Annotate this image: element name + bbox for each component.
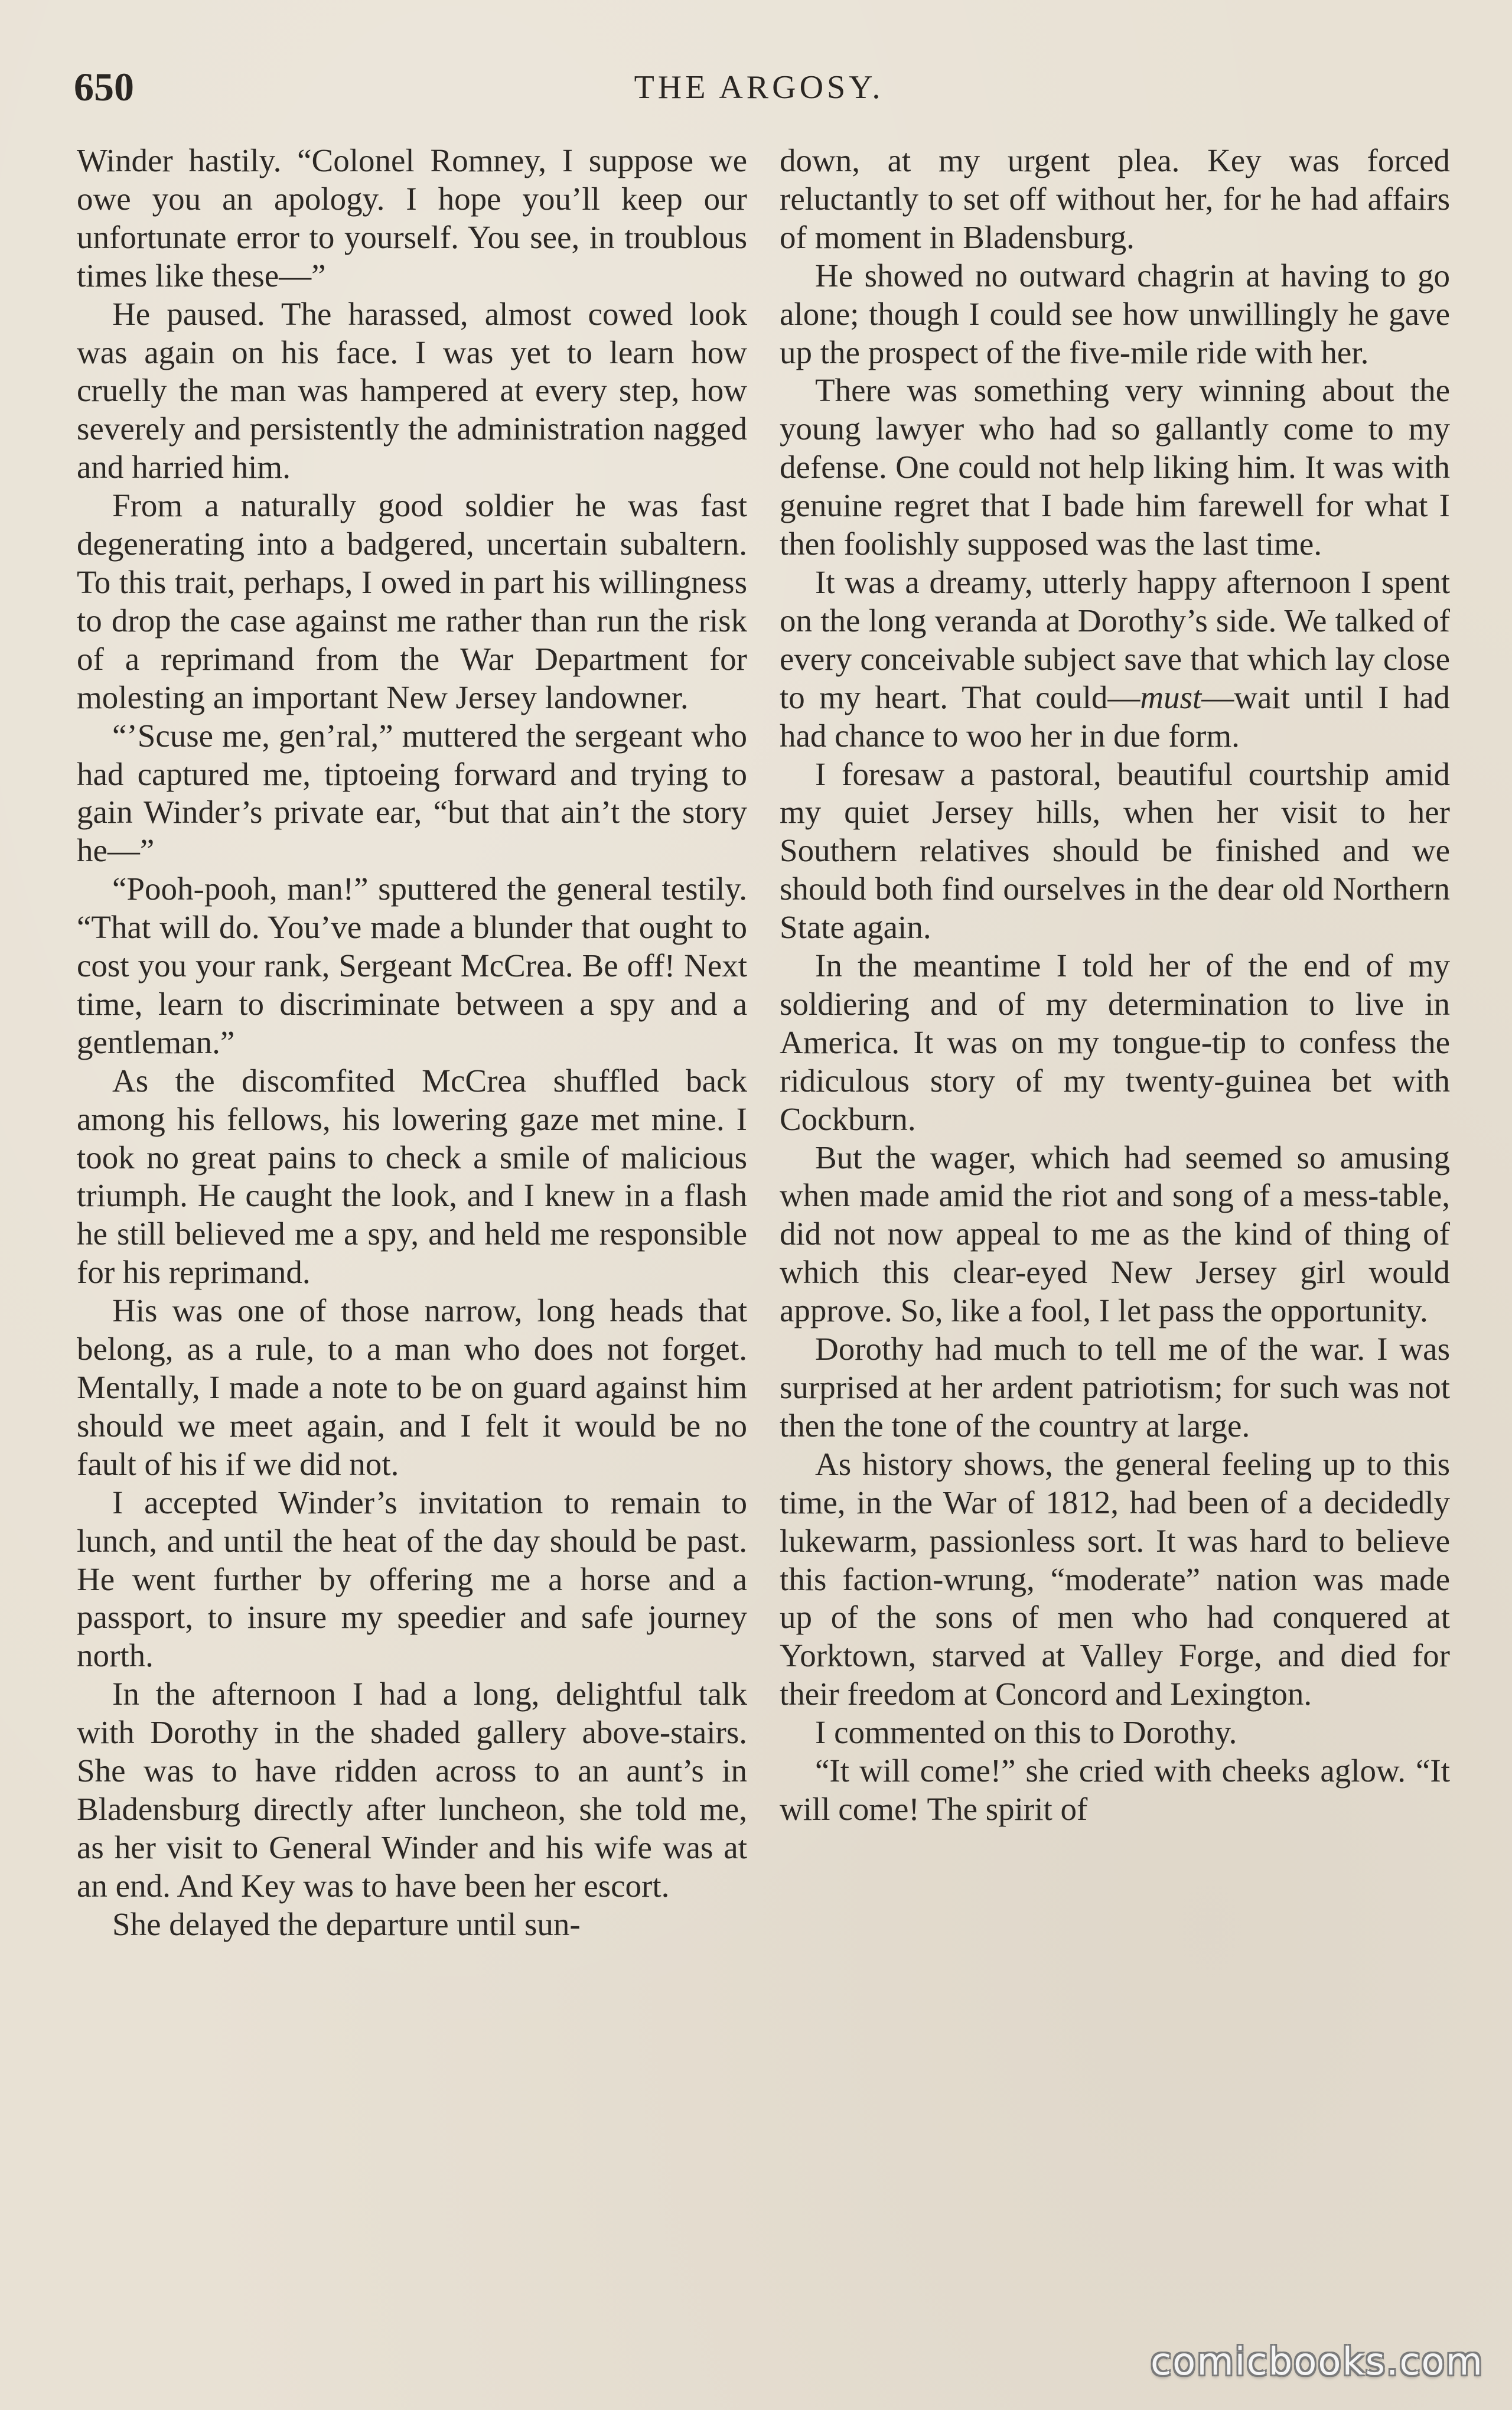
paragraph-text: —wait until I had had chance to woo her in due form. bbox=[780, 679, 1450, 754]
paragraph-with-emphasis bbox=[780, 564, 1450, 755]
paragraph: She delayed the departure until sun- bbox=[112, 1906, 581, 1942]
paragraph: In the meantime I told her of the end of my soldiering and of my determination to live in America. It was on my tongue-tip to confess the ridiculous story of my twenty-guinea bet with Cockburn. bbox=[780, 947, 1450, 1137]
paragraph: From a naturally good soldier he was fast degenerating into a badgered, uncertain subaltern. To this trait, perhaps, I owed in part his willingness to drop the case against me rather than run the risk of a reprimand from the War Department for molesting an important New Jersey landowner. bbox=[77, 487, 747, 715]
paragraph: “It will come!” she cried with cheeks aglow. “It will come! The spirit of bbox=[780, 1753, 1450, 1827]
page-number: 650 bbox=[74, 64, 134, 109]
paragraph: He showed no outward chagrin at having to go alone; though I could see how unwillingly he gave up the prospect of the five-mile ride with her. bbox=[780, 257, 1450, 370]
paragraph: Dorothy had much to tell me of the war. I was surprised at her ardent patriotism; for such was not then the tone of the country at large. bbox=[780, 1331, 1450, 1444]
paragraph: His was one of those narrow, long heads that belong, as a rule, to a man who does not forget. Mentally, I made a note to be on guard against him should we meet again, and I felt it would be no fault of his if we did not. bbox=[77, 1292, 747, 1482]
running-head: THE ARGOSY. bbox=[634, 69, 884, 106]
paragraph: “’Scuse me, gen’ral,” muttered the sergeant who had captured me, tiptoeing forward and trying to gain Winder’s private ear, “but that ain’t the story he—” bbox=[77, 717, 747, 869]
left-column bbox=[77, 142, 747, 2321]
right-column bbox=[780, 142, 1450, 2321]
paragraph: He paused. The harassed, almost cowed look was again on his face. I was yet to learn how cruelly the man was hampered at every step, how severely and persistently the administration nagged and harried him. bbox=[77, 295, 747, 486]
watermark-logo: comicbooks.com bbox=[1150, 2340, 1484, 2384]
paragraph: As history shows, the general feeling up to this time, in the War of 1812, had been of a decidedly lukewarm, passionless sort. It was hard to believe this faction-wrung, “moderate” nation was made up of the sons of men who had conquered at Yorktown, starved at Valley Forge, and died for their freedom at Concord and Lexington. bbox=[780, 1445, 1450, 1712]
paragraph: I accepted Winder’s invitation to remain to lunch, and until the heat of the day should be past. He went further by offering me a horse and a passport, to insure my speedier and safe journey north. bbox=[77, 1484, 747, 1674]
paragraph: I commented on this to Dorothy. bbox=[815, 1714, 1237, 1751]
paragraph: I foresaw a pastoral, beautiful courtship amid my quiet Jersey hills, when her visit to her Southern relatives should be finished and we should both find ourselves in the dear old Northern State again. bbox=[780, 755, 1450, 946]
paragraph: down, at my urgent plea. Key was forced reluctantly to set off without her, for he had affairs of moment in Bladensburg. bbox=[780, 142, 1450, 255]
emphasis-word: must bbox=[1140, 679, 1202, 715]
paragraph: “Pooh-pooh, man!” sputtered the general testily. “That will do. You’ve made a blunder that ought to cost you your rank, Sergeant McCrea. Be off! Next time, learn to discriminate between a spy and a gentleman.” bbox=[77, 871, 747, 1060]
paragraph-text: It was a dreamy, utterly happy afternoon I spent on the long veranda at Dorothy’s side. We talked of every conceivable subject save that which lay close to my heart. That could— bbox=[780, 564, 1450, 715]
paragraph: But the wager, which had seemed so amusing when made amid the riot and song of a mess-table, did not now appeal to me as the kind of thing of which this clear-eyed New Jersey girl would approve. So, like a fool, I let pass the opportunity. bbox=[780, 1139, 1450, 1329]
paragraph: There was something very winning about the young lawyer who had so gallantly come to my defense. One could not help liking him. It was with genuine regret that I bade him farewell for what I then foolishly supposed was the last time. bbox=[780, 372, 1450, 562]
page-header bbox=[74, 64, 1444, 117]
paragraph: Winder hastily. “Colonel Romney, I suppose we owe you an apology. I hope you’ll keep our unfortunate error to yourself. You see, in troublous times like these—” bbox=[77, 142, 747, 294]
paragraph: In the afternoon I had a long, delightful talk with Dorothy in the shaded gallery above-stairs. She was to have ridden across to an aunt’s in Bladensburg directly after luncheon, she told me, as her visit to General Winder and his wife was at an end. And Key was to have been her escort. bbox=[77, 1676, 747, 1904]
paragraph: As the discomfited McCrea shuffled back among his fellows, his lowering gaze met mine. I took no great pains to check a smile of malicious triumph. He caught the look, and I knew in a flash he still believed me a spy, and held me responsible for his reprimand. bbox=[77, 1062, 747, 1291]
